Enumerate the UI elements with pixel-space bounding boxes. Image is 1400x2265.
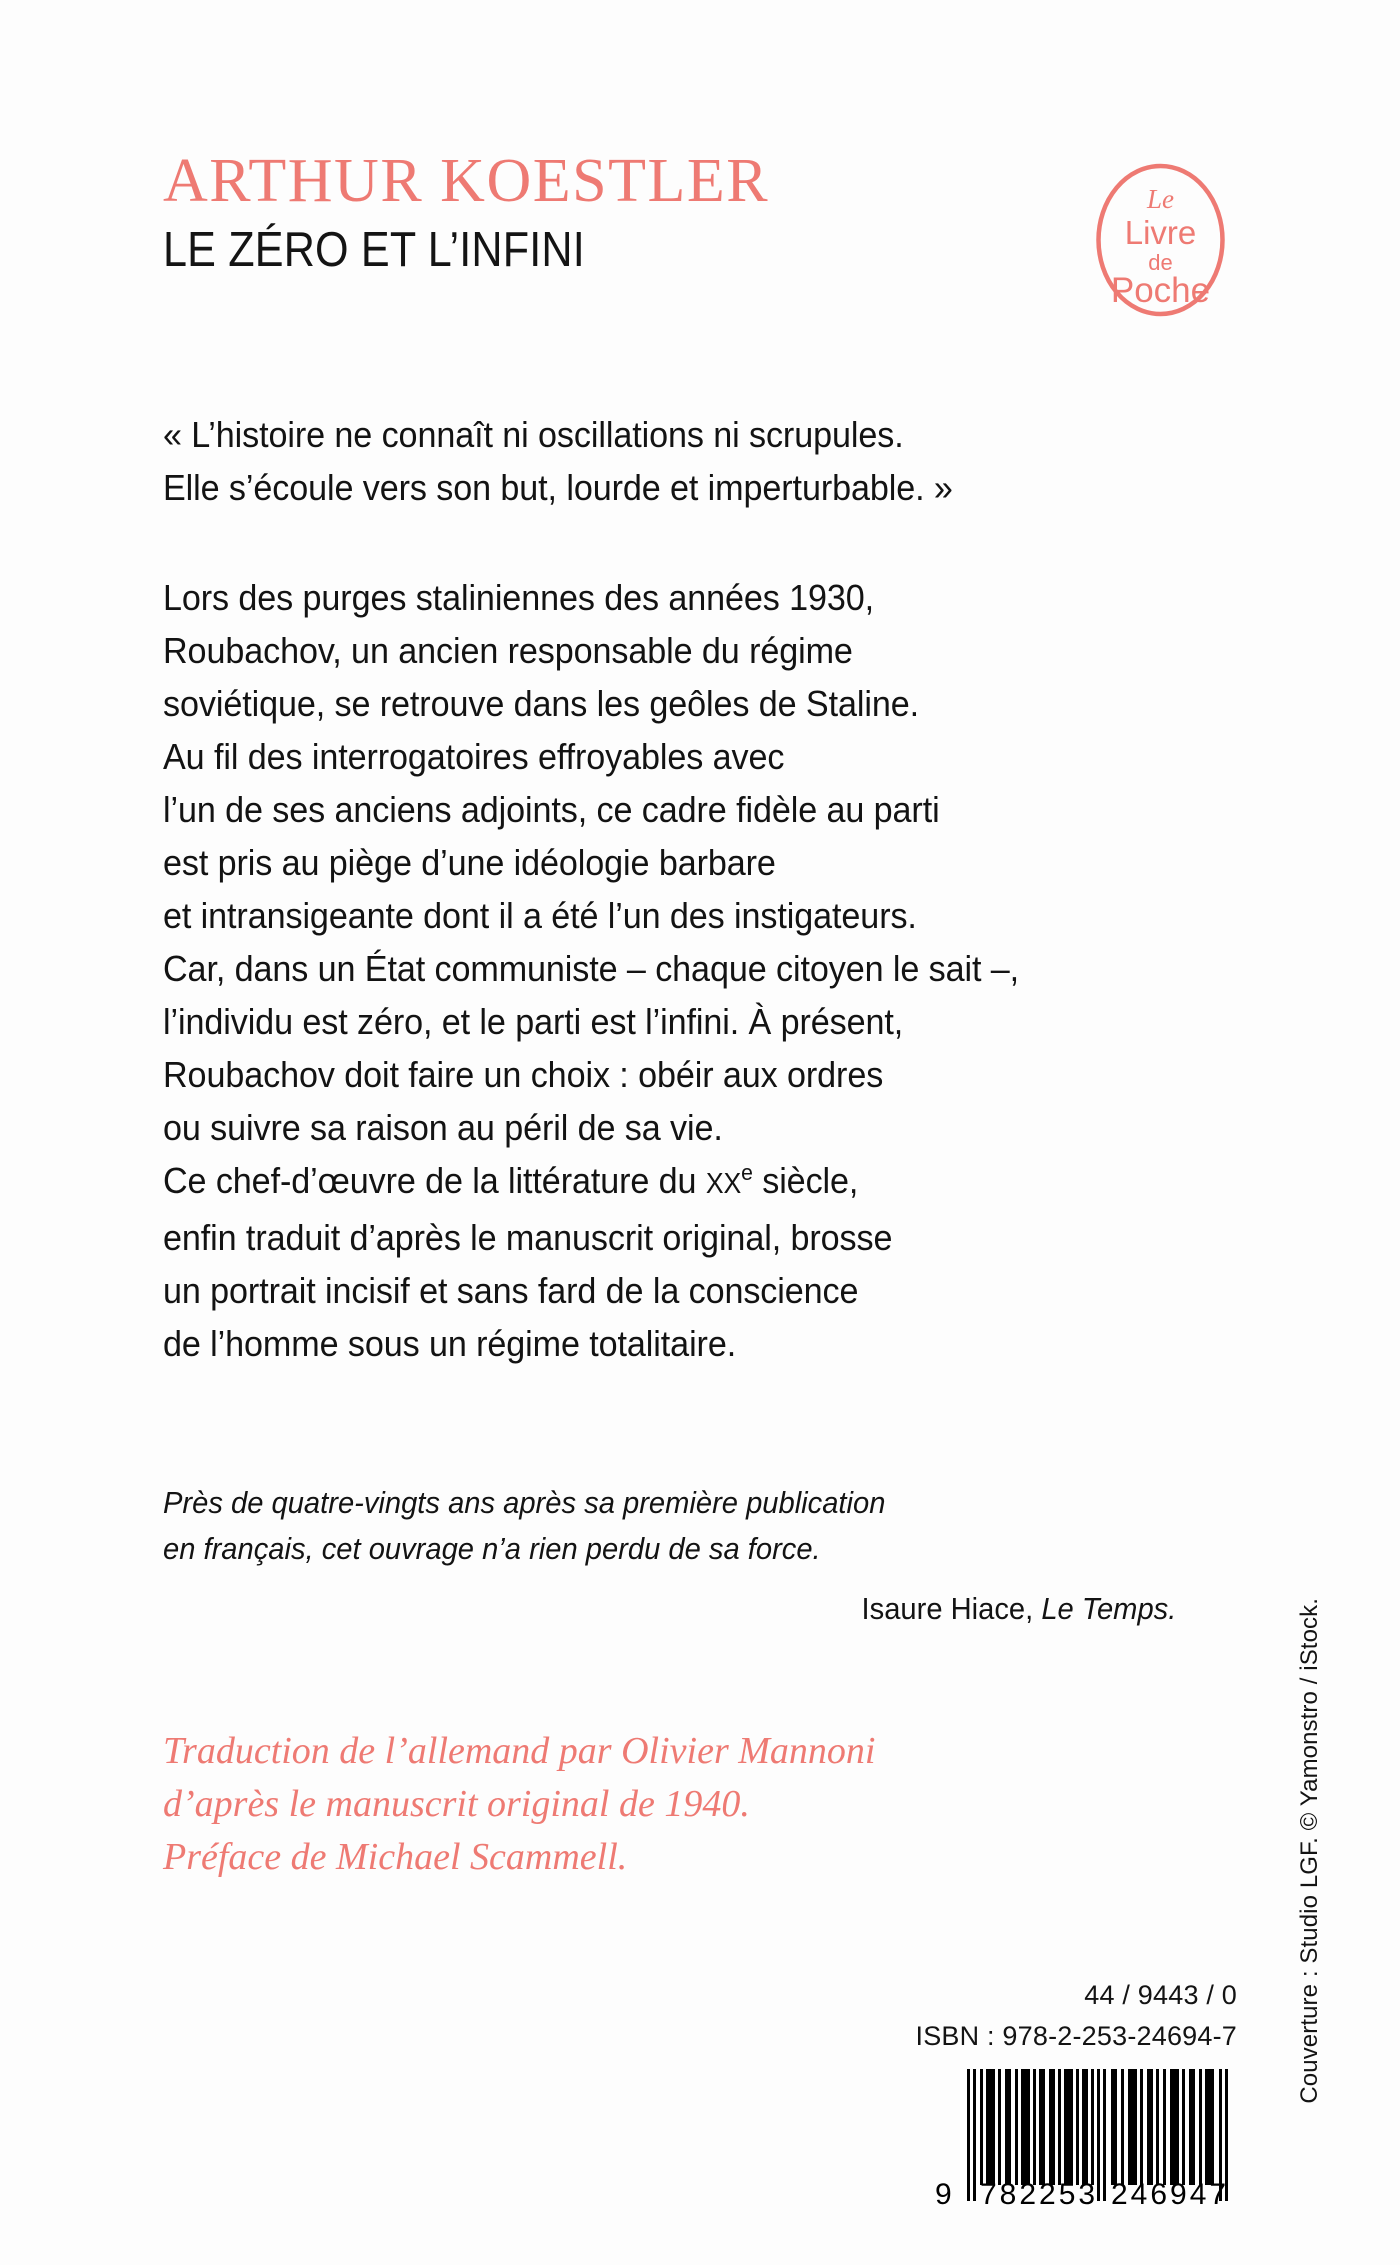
synopsis-line: ou suivre sa raison au péril de sa vie. — [163, 1107, 723, 1148]
synopsis-line: l’un de ses anciens adjoints, ce cadre fidèle au parti — [163, 789, 940, 830]
cover-header — [163, 147, 1233, 277]
synopsis-line: et intransigeante dont il a été l’un des instigateurs. — [163, 895, 917, 936]
barcode-lead-digit: 9 — [935, 2178, 952, 2211]
logo-line-livre: Livre — [1124, 214, 1197, 251]
review-line: Près de quatre-vingts ans après sa première publication — [163, 1485, 886, 1520]
century-suffix: siècle, — [752, 1160, 859, 1201]
barcode-right-digits: 246947 — [1111, 2178, 1230, 2211]
credit-line: Traduction de l’allemand par Olivier Mannoni — [163, 1730, 876, 1772]
synopsis-line: un portrait incisif et sans fard de la conscience — [163, 1270, 859, 1311]
synopsis-line: est pris au piège d’une idéologie barbare — [163, 842, 776, 883]
pull-quote — [163, 408, 1182, 514]
pull-quote-line: Elle s’écoule vers son but, lourde et imperturbable. » — [163, 467, 953, 508]
review-credit — [163, 1586, 1188, 1632]
synopsis-line: Car, dans un État communiste – chaque citoyen le sait –, — [163, 948, 1020, 989]
synopsis-line: enfin traduit d’après le manuscrit original, brosse — [163, 1217, 893, 1258]
synopsis-line: soviétique, se retrouve dans les geôles de Staline. — [163, 683, 919, 724]
synopsis-line: Lors des purges staliniennes des années 1930, — [163, 577, 875, 618]
century-ordinal: e — [741, 1159, 753, 1185]
review-credit-author: Isaure Hiace, — [861, 1591, 1042, 1626]
internal-code: 44 / 9443 / 0 — [1084, 1980, 1237, 2010]
synopsis-line-century — [163, 1154, 1182, 1211]
author-name: ARTHUR KOESTLER — [163, 147, 770, 215]
synopsis-line: l’individu est zéro, et le parti est l’infini. À présent, — [163, 1001, 904, 1042]
review-credit-source: Le Temps. — [1041, 1591, 1177, 1626]
blurb-block — [163, 408, 1253, 1370]
publisher-logo — [1083, 160, 1238, 320]
century-numeral: XX — [705, 1168, 742, 1200]
century-prefix: Ce chef-d’œuvre de la littérature du — [163, 1160, 706, 1201]
credit-line: d’après le manuscrit original de 1940. — [163, 1783, 750, 1825]
translation-credits — [163, 1725, 1163, 1884]
press-review — [163, 1480, 1188, 1632]
logo-line-poche: Poche — [1110, 271, 1211, 310]
barcode-left-digits: 782253 — [980, 2178, 1099, 2211]
synopsis — [163, 571, 1182, 1370]
synopsis-line: de l’homme sous un régime totalitaire. — [163, 1323, 737, 1364]
synopsis-line: Roubachov, un ancien responsable du régime — [163, 630, 853, 671]
review-line: en français, cet ouvrage n’a rien perdu de sa force. — [163, 1531, 821, 1566]
code-block — [916, 1975, 1238, 2057]
synopsis-line: Au fil des interrogatoires effroyables avec — [163, 736, 785, 777]
logo-line-le: Le — [1147, 184, 1174, 214]
isbn-code: ISBN : 978-2-253-24694-7 — [915, 2021, 1237, 2051]
logo-line-de: de — [1148, 250, 1173, 275]
synopsis-line: Roubachov doit faire un choix : obéir aux ordres — [163, 1054, 884, 1095]
credit-line: Préface de Michael Scammell. — [163, 1836, 628, 1878]
pull-quote-line: « L’histoire ne connaît ni oscillations ni scrupules. — [163, 414, 904, 455]
ean13-barcode — [925, 2065, 1255, 2225]
book-title: LE ZÉRO ET L’INFINI — [163, 223, 585, 277]
cover-credit: Couverture : Studio LGF. © Yamonstro / iStock. — [1296, 1598, 1323, 2104]
